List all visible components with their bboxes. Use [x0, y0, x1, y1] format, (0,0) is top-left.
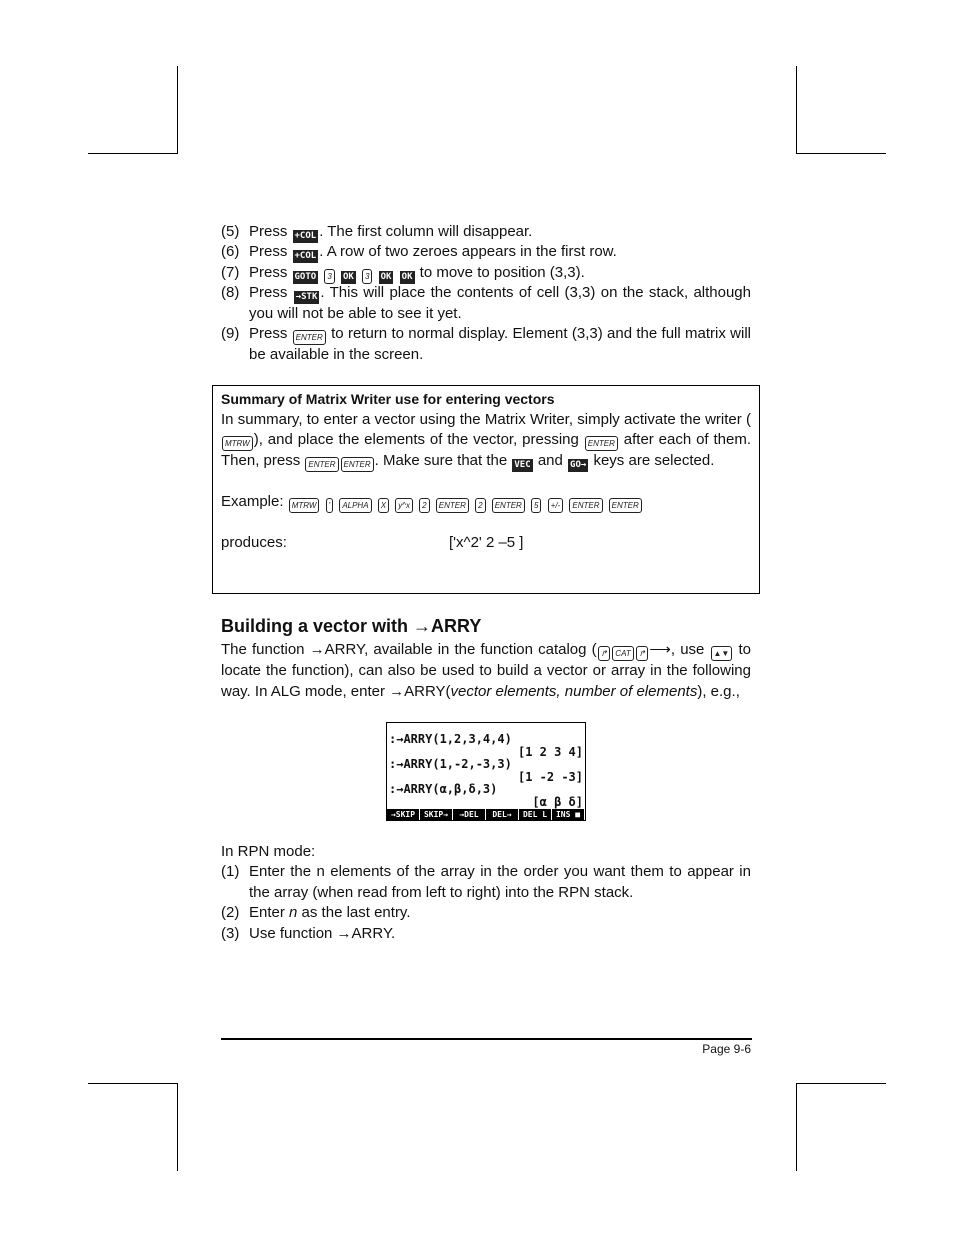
softkey-ins: INS ■: [552, 809, 585, 820]
footer-rule: [221, 1038, 752, 1040]
col-delete-softkey: +COL: [294, 231, 317, 241]
right-shift-key: ↱: [598, 646, 611, 661]
key-3: 3: [362, 269, 372, 284]
crop-mark: [88, 153, 177, 154]
cat-key: CAT: [612, 646, 633, 661]
right-arrow-icon: ⟶: [649, 641, 671, 658]
page-number: Page 9-6: [702, 1042, 751, 1056]
softkey-skip-right: SKIP→: [420, 809, 453, 820]
produces-label: produces:: [221, 534, 287, 551]
step-number: (8): [221, 284, 240, 301]
step-text: . This will place the contents of cell (3,3) on the stack, although you will not be able to see it yet.: [249, 284, 751, 322]
step-number: (1): [221, 863, 240, 880]
step-text: Press: [249, 243, 288, 260]
enter-key: ENTER: [436, 498, 469, 513]
alpha-key: ALPHA: [339, 498, 371, 513]
key-3: 3: [324, 269, 334, 284]
calculator-screen: [386, 722, 586, 821]
step-7: [221, 263, 751, 284]
step-number: (7): [221, 264, 240, 281]
softkey-skip-left: →SKIP: [387, 809, 420, 820]
section-heading: Building a vector with →ARRY: [221, 616, 482, 636]
screen-result: [1 2 3 4]: [517, 745, 583, 759]
ok-softkey: OK: [401, 272, 413, 282]
example-line: Example: MTRW ' ALPHA X y^x 2 ENTER 2 ENTER 5 +/- ENTER ENTER: [221, 492, 751, 513]
key-2: 2: [475, 498, 485, 513]
ok-softkey: OK: [380, 272, 392, 282]
rpn-step-3: [221, 924, 751, 945]
right-shift-key: ↱: [636, 646, 649, 661]
col-add-softkey: +COL: [294, 251, 317, 261]
step-text: Press: [249, 223, 288, 240]
screen-result: [1 -2 -3]: [517, 770, 583, 784]
enter-key: ENTER: [609, 498, 642, 513]
step-8: [221, 283, 751, 325]
softkey-menu: [387, 809, 585, 820]
go-softkey: GO→: [570, 460, 587, 470]
crop-mark: [796, 66, 797, 154]
step-text: . The first column will disappear.: [319, 223, 533, 240]
crop-mark: [797, 153, 886, 154]
key-2: 2: [419, 498, 429, 513]
step-number: (3): [221, 925, 240, 942]
step-text: . A row of two zeroes appears in the first row.: [319, 243, 617, 260]
rpn-step-2: [221, 903, 751, 924]
sign-key: +/-: [548, 498, 564, 513]
step-6: [221, 242, 751, 263]
produces-line: [221, 533, 751, 554]
step-9: [221, 324, 751, 366]
step-text: Press: [249, 325, 288, 342]
produces-value: ['x^2' 2 –5 ]: [449, 534, 524, 551]
section-paragraph: The function →ARRY, available in the function catalog ( ↱ CAT ↱ ⟶, use ▲▼ to locate the function), can also be used to build a vector or array in the following way. In ALG mode, enter →ARRY(vector elements, number of elements), e.g.,: [221, 641, 751, 700]
screen-line: :→ARRY(1,-2,-3,3): [389, 757, 512, 771]
step-text: to move to position (3,3).: [419, 264, 585, 281]
rpn-intro: In RPN mode:: [221, 843, 316, 860]
enter-key: ENTER: [569, 498, 602, 513]
step-number: (9): [221, 325, 240, 342]
step-text: to return to normal display. Element (3,3) and the full matrix will be available in the screen.: [249, 325, 752, 363]
step-text: Press: [249, 264, 288, 281]
screen-line: :→ARRY(1,2,3,4,4): [389, 732, 512, 746]
mtrw-key: MTRW: [222, 436, 253, 451]
softkey-del-line: DEL L: [519, 809, 552, 820]
enter-key: ENTER: [585, 436, 618, 451]
key-5: 5: [531, 498, 541, 513]
crop-mark: [177, 66, 178, 154]
step-text: Enter n as the last entry.: [249, 904, 411, 921]
step-text: Use function →ARRY.: [249, 925, 396, 942]
enter-key: ENTER: [293, 330, 326, 345]
screen-result: [α β δ]: [532, 795, 583, 809]
step-5: [221, 222, 751, 243]
step-number: (6): [221, 243, 240, 260]
step-text: Enter the n elements of the array in the order you want them to appear in the array (when read from left to right) into the RPN stack.: [249, 863, 751, 901]
power-key: y^x: [395, 498, 413, 513]
goto-softkey: GOTO: [294, 272, 317, 282]
screen-line: :→ARRY(α,β,δ,3): [389, 782, 498, 796]
up-down-arrow-keys: ▲▼: [711, 646, 733, 661]
mtrw-key: MTRW: [289, 498, 320, 513]
rpn-step-1: [221, 862, 751, 903]
enter-key: ENTER: [305, 457, 338, 472]
ok-softkey: OK: [343, 272, 354, 282]
step-text: Press: [249, 284, 288, 301]
softkey-del-right: DEL→: [486, 809, 519, 820]
crop-mark: [797, 1083, 886, 1084]
enter-key: ENTER: [492, 498, 525, 513]
summary-text: In summary, to enter a vector using the Matrix Writer, simply activate the writer (MTRW ), and place the elements of the vector, pressing ENTER after each of them. Then, press ENTER ENTER . Make sure that the VEC and GO→ keys are selected.: [221, 410, 751, 470]
vec-softkey: VEC: [514, 460, 531, 470]
step-number: (5): [221, 223, 240, 240]
enter-key: ENTER: [341, 457, 374, 472]
crop-mark: [796, 1083, 797, 1171]
crop-mark: [177, 1083, 178, 1171]
summary-box: [212, 385, 760, 594]
crop-mark: [88, 1083, 177, 1084]
stk-softkey: →STK: [295, 292, 318, 302]
x-key: X: [378, 498, 389, 513]
softkey-del-left: →DEL: [453, 809, 486, 820]
step-number: (2): [221, 904, 240, 921]
summary-title: Summary of Matrix Writer use for entering vectors: [221, 391, 555, 407]
quote-key: ': [326, 498, 334, 513]
